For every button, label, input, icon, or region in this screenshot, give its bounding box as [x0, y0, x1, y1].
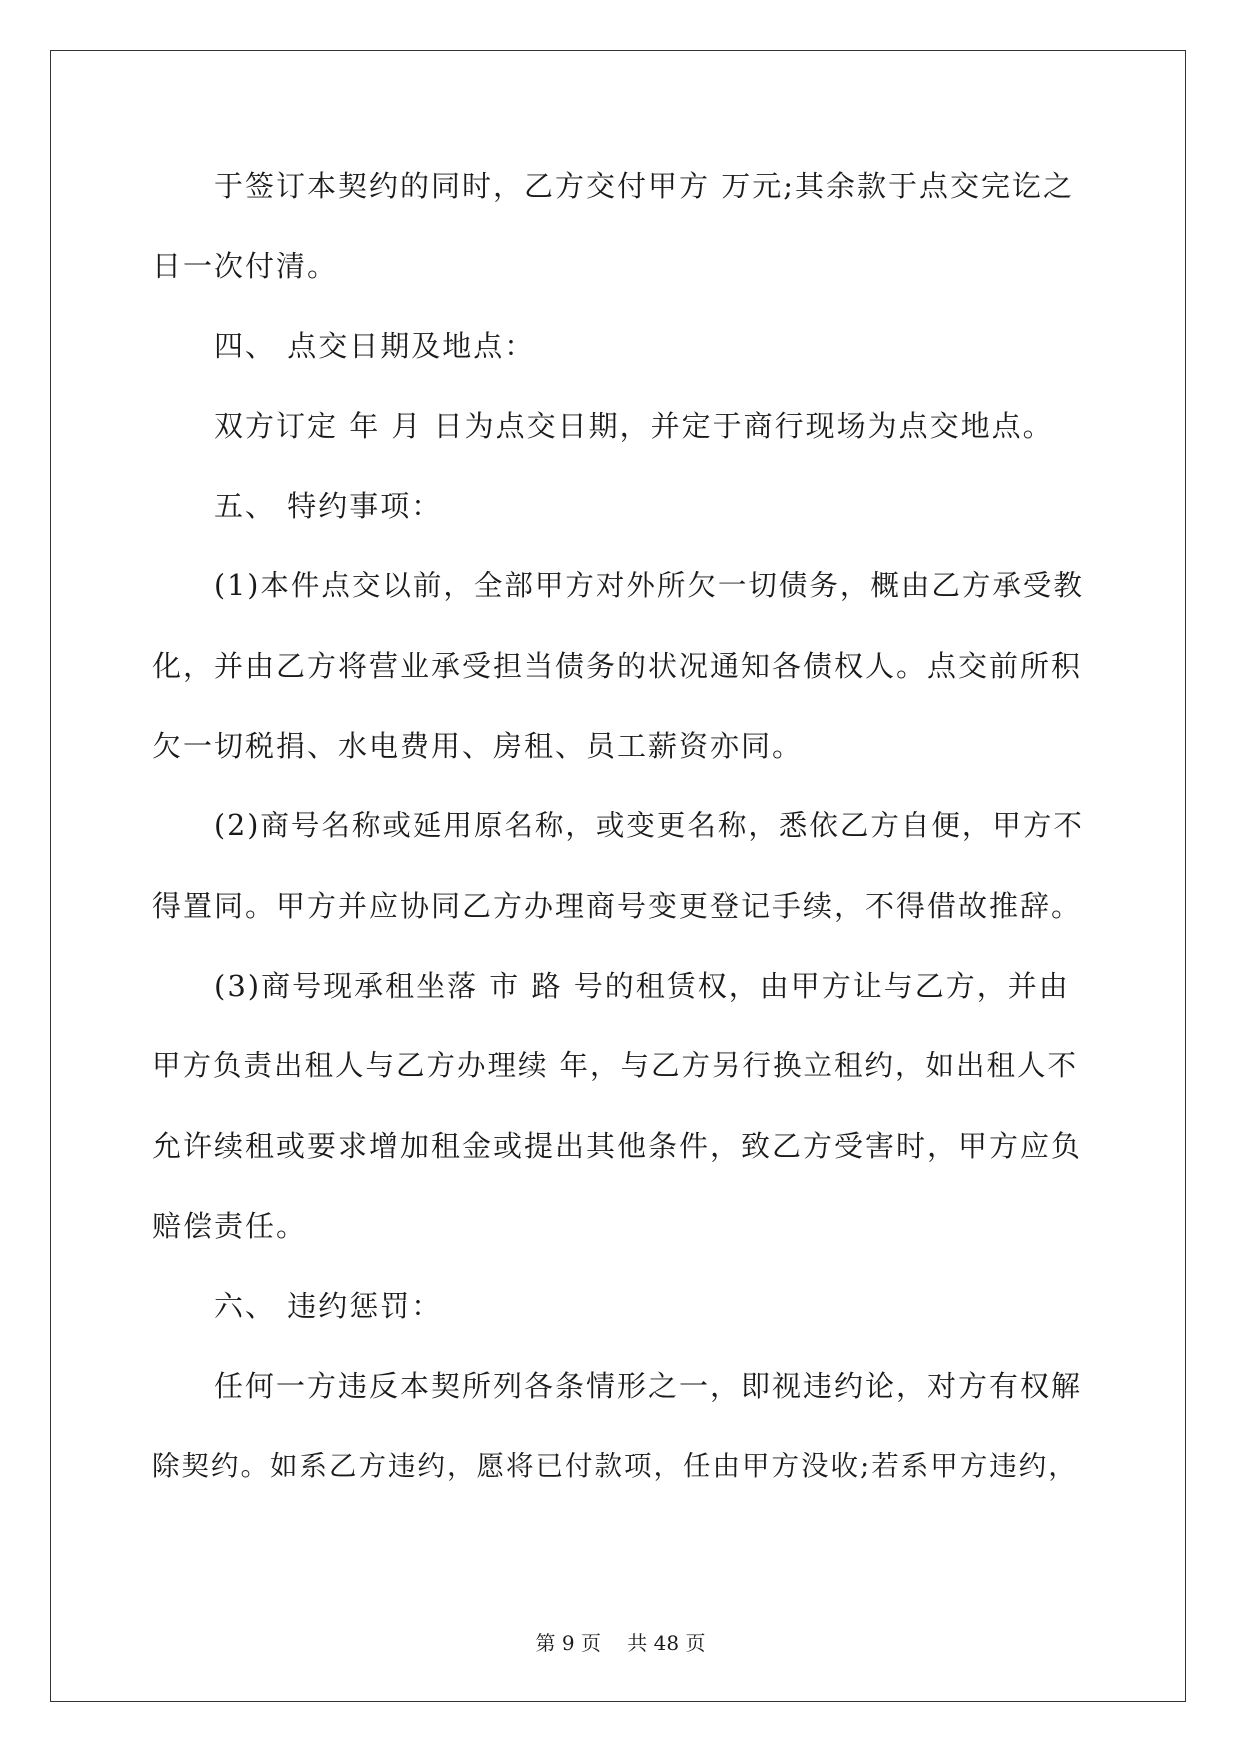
- text-line: 六、 违约惩罚：: [214, 1289, 443, 1323]
- text-line: 五、 特约事项：: [214, 489, 443, 523]
- text-line: 甲方负责出租人与乙方办理续 年，与乙方另行换立租约，如出租人不: [152, 1049, 1079, 1082]
- text-line: 四、 点交日期及地点：: [214, 329, 536, 363]
- text-line: 日一次付清。: [152, 249, 339, 283]
- document-body: [152, 162, 1088, 1522]
- text-line: 赔偿责任。: [152, 1209, 308, 1243]
- text-line: 除契约。如系乙方违约，愿将已付款项，任由甲方没收;若系甲方违约，: [152, 1450, 1078, 1482]
- text-line: 化，并由乙方将营业承受担当债务的状况通知各债权人。点交前所积: [152, 649, 1083, 683]
- text-line: (3)商号现承租坐落 市 路 号的租赁权，由甲方让与乙方，并由: [214, 969, 1070, 1003]
- text-line: 允许续租或要求增加租金或提出其他条件，致乙方受害时，甲方应负: [152, 1129, 1083, 1163]
- text-line: 任何一方违反本契所列各条情形之一，即视违约论，对方有权解: [214, 1369, 1083, 1403]
- text-line: (2)商号名称或延用原名称，或变更名称，悉依乙方自便，甲方不: [214, 809, 1084, 842]
- text-line: 双方订定 年 月 日为点交日期，并定于商行现场为点交地点。: [214, 409, 1054, 443]
- text-line: 欠一切税捐、水电费用、房租、员工薪资亦同。: [152, 729, 804, 763]
- text-line: 得置同。甲方并应协同乙方办理商号变更登记手续，不得借故推辞。: [152, 889, 1083, 923]
- page-footer: 第 9 页 共 48 页: [535, 1631, 706, 1655]
- text-line: (1)本件点交以前，全部甲方对外所欠一切债务，概由乙方承受教: [214, 569, 1084, 602]
- text-line: 于签订本契约的同时，乙方交付甲方 万元;其余款于点交完讫之: [214, 169, 1074, 203]
